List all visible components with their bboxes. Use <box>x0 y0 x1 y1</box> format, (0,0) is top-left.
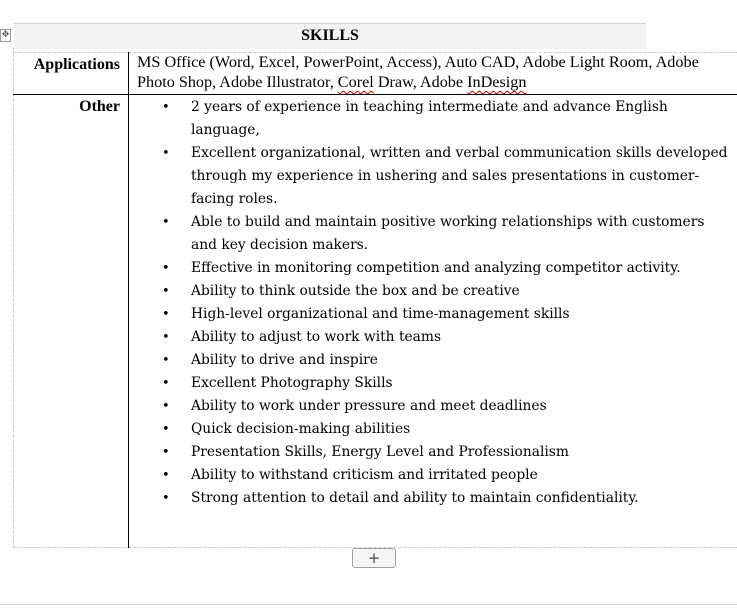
skill-list-item <box>160 464 730 487</box>
skill-text: Ability to withstand criticism and irritated people <box>191 467 538 483</box>
bullet-icon: • <box>162 353 170 368</box>
applications-label: Applications <box>33 56 120 73</box>
column-separator <box>128 52 129 548</box>
skill-text: Effective in monitoring competition and analyzing competitor activity. <box>191 260 681 276</box>
bullet-icon: • <box>162 468 170 483</box>
skill-text: High-level organizational and time-management skills <box>191 306 570 322</box>
applications-text: MS Office (Word, Excel, PowerPoint, Access), Auto CAD, Adobe Light Room, Adobe Photo Shop, Adobe Illustrator, <box>137 53 699 91</box>
skill-text: Ability to work under pressure and meet deadlines <box>191 398 547 414</box>
skill-list-item <box>160 303 730 326</box>
spelling-flag-indesign: InDesign <box>467 73 527 91</box>
applications-text: Draw, Adobe <box>373 73 468 91</box>
skill-list-item <box>160 280 730 303</box>
skill-list-item <box>160 487 730 510</box>
skill-list-item <box>160 395 730 418</box>
add-row-button[interactable]: + <box>352 548 396 568</box>
other-label: Other <box>79 98 120 115</box>
bullet-icon: • <box>162 307 170 322</box>
bullet-icon: • <box>162 146 170 161</box>
skill-list-item <box>160 441 730 464</box>
skill-text: Presentation Skills, Energy Level and Professionalism <box>191 444 569 460</box>
skill-list-item <box>160 257 730 280</box>
skill-text: Ability to adjust to work with teams <box>191 329 442 345</box>
bullet-icon: • <box>162 284 170 299</box>
bullet-icon: • <box>162 445 170 460</box>
skill-text: Strong attention to detail and ability to maintain confidentiality. <box>191 490 639 506</box>
spelling-flag-corel: Corel <box>337 73 374 91</box>
bullet-icon: • <box>162 330 170 345</box>
applications-cell[interactable] <box>137 52 732 92</box>
table-move-handle-icon[interactable]: ✥ <box>1 30 10 40</box>
skill-list-item <box>160 372 730 395</box>
bullet-icon: • <box>162 215 170 230</box>
skill-text: Ability to drive and inspire <box>191 352 378 368</box>
bullet-icon: • <box>162 399 170 414</box>
bullet-icon: • <box>162 376 170 391</box>
skill-text: 2 years of experience in teaching intermediate and advance English language, <box>191 99 668 138</box>
bullet-icon: • <box>162 422 170 437</box>
skill-list-item <box>160 96 730 142</box>
bullet-icon: • <box>162 261 170 276</box>
page-bottom-divider <box>0 604 737 605</box>
row-separator <box>13 94 737 95</box>
skill-text: Excellent organizational, written and verbal communication skills developed through my experience in ushering and sales presentations in customer-facing roles. <box>191 145 728 207</box>
table-title: SKILLS <box>301 27 359 44</box>
skill-text: Excellent Photography Skills <box>191 375 393 391</box>
skill-list-item <box>160 349 730 372</box>
skill-text: Ability to think outside the box and be creative <box>191 283 520 299</box>
skill-list-item <box>160 142 730 211</box>
skill-list-item <box>160 211 730 257</box>
bullet-icon: • <box>162 491 170 506</box>
skill-list-item <box>160 326 730 349</box>
skill-text: Able to build and maintain positive working relationships with customers and key decision makers. <box>191 214 705 253</box>
bullet-icon: • <box>162 100 170 115</box>
other-skills-list[interactable] <box>160 96 730 510</box>
skill-text: Quick decision-making abilities <box>191 421 411 437</box>
skill-list-item <box>160 418 730 441</box>
